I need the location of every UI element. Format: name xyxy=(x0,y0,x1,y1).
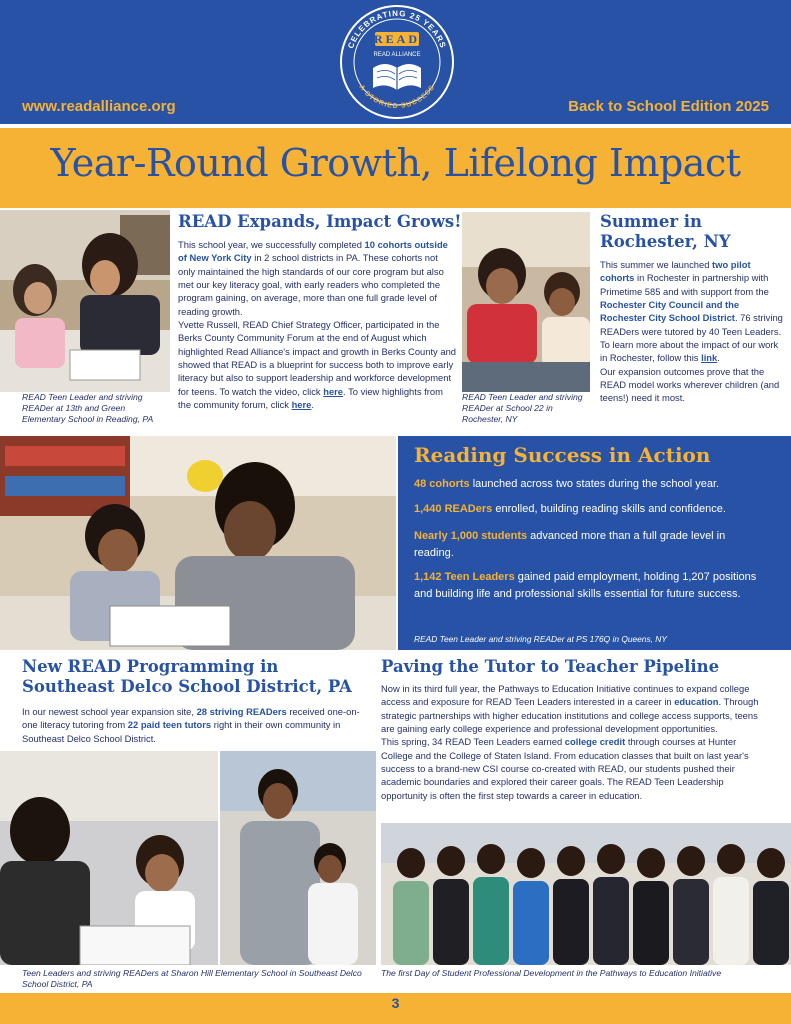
photo-rochester xyxy=(462,212,590,392)
logo-org: READ ALLIANCE xyxy=(373,52,421,58)
logo-ring-text: CELEBRATING 25 YEARS xyxy=(346,8,448,50)
photo-sharon-hill-2 xyxy=(220,751,376,965)
photo-caption: READ Teen Leader and striving READer at PS 176Q in Queens, NY xyxy=(414,634,667,644)
masthead xyxy=(0,0,791,124)
forum-link[interactable]: here xyxy=(291,399,312,411)
photo-group xyxy=(381,823,791,965)
video-link[interactable]: here xyxy=(323,385,344,397)
stats-heading: Reading Success in Action xyxy=(414,443,711,467)
section-heading: New READ Programming in Southeast Delco School District, PA xyxy=(22,657,352,696)
logo-letters: READ xyxy=(373,32,421,46)
logo-tagline: A STORIED SUCCESS xyxy=(357,83,437,111)
photo-queens xyxy=(0,436,396,650)
delco-body: In our newest school year expansion site, 28 striving READers received one-on-one literacy tutoring from 22 paid teen tutors right in their own community in Southeast Delco School District. xyxy=(22,706,360,744)
photo-caption: The first Day of Student Professional Development in the Pathways to Education Initiative xyxy=(381,968,722,978)
pipeline-body: Now in its third full year, the Pathways to Education Initiative continues to expand college access and exposure for READ Teen Leaders interested in a career in education. Through strategic partnerships with higher education institutions and college access supports, teens are gaining early college experience and professional development opportunities. This spring, 34 READ Teen Leaders earned college credit through courses at Hunter College and the College of Staten Island. From education classes that built on last year's success to a brand-new CSI course co-created with READ, our students pushed their academic boundaries and explored their career goals. The READ Teen Leadership opportunity is often the first step towards a career in education. xyxy=(381,683,759,801)
page-title: Year-Round Growth, Lifelong Impact xyxy=(50,141,741,185)
section-heading: Paving the Tutor to Teacher Pipeline xyxy=(381,657,720,676)
photo-sharon-hill-1 xyxy=(0,751,218,965)
website-link[interactable]: www.readalliance.org xyxy=(22,98,176,115)
section-heading: READ Expands, Impact Grows! xyxy=(178,212,462,231)
section-heading: Summer in Rochester, NY xyxy=(600,212,731,251)
photo-caption: READ Teen Leader and striving READer at School 22 in Rochester, NY xyxy=(462,392,583,425)
page-number: 3 xyxy=(391,995,400,1011)
photo-reading-pa xyxy=(0,210,170,392)
read-alliance-logo xyxy=(339,4,455,120)
rochester-link[interactable]: link xyxy=(701,352,718,364)
edition-label: Back to School Edition 2025 xyxy=(568,98,769,115)
photo-caption: READ Teen Leader and striving READer at 13th and Green Elementary School in Reading, PA xyxy=(22,392,154,425)
stat-cohorts: 48 cohorts launched across two states during the school year. xyxy=(414,478,720,490)
stat-teen-leaders: 1,142 Teen Leaders gained paid employment, holding 1,207 positions and building life and professional skills essential for future success. xyxy=(414,571,757,600)
stat-readers: 1,440 READers enrolled, building reading skills and confidence. xyxy=(414,503,726,515)
rochester-body: This summer we launched two pilot cohorts in Rochester in partnership with Primetime 585 and with support from the Rochester City Council and the Rochester City School District. 76 striving READers were tutored by 40 Teen Leaders. To learn more about the impact of our work in Rochester, follow this link. Our expansion outcomes prove that the READ model works wherever children (and teens!) need it most. xyxy=(600,259,783,404)
photo-caption: Teen Leaders and striving READers at Sharon Hill Elementary School in Southeast Delco School District, PA xyxy=(22,968,362,990)
expands-body: This school year, we successfully completed 10 cohorts outside of New York City in 2 school districts in PA. These cohorts not only maintained the high standards of our core program but also met our key literacy goal, with early readers who completed the program gaining, on average, more than one full grade level of reading growth. Yvette Russell, READ Chief Strategy Officer, participated in the Berks County Community Forum at the end of August which highlighted Read Alliance's impact and growth in Berks County and showed that READ is a blueprint for success both to improve early literacy but also to support leadership and workforce development for teens. To watch the video, click here. To view highlights from the community forum, click here. xyxy=(178,239,456,411)
stat-students: Nearly 1,000 students advanced more than a full grade level in reading. xyxy=(414,530,726,559)
